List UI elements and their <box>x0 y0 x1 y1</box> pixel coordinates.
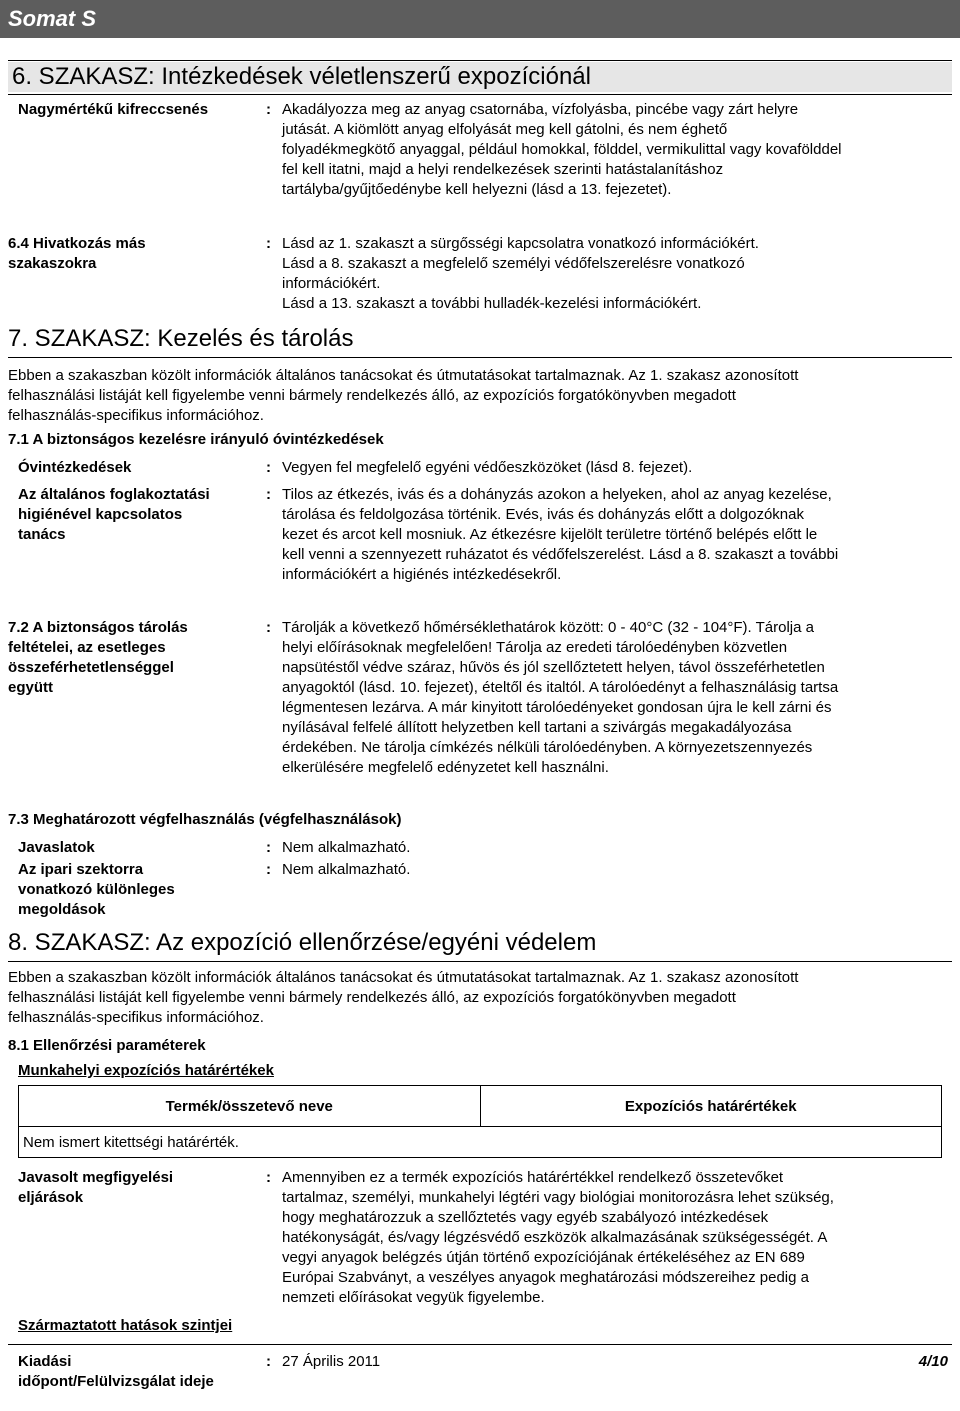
section-6-bottom-rule <box>8 94 952 95</box>
recommendations-label: Javaslatok <box>18 839 95 856</box>
monitoring-text: Amennyiben ez a termék expozíciós határértékkel rendelkező összetevőket tartalmaz, személyi, munkahelyi légtéri vagy biológiai monitorozásra lehet szükség, hogy meghatározzuk a szellőztetés vagy egyéb szabályozó intézkedések hatékonyságát, és/vagy légzésvédő eszközök alkalmazásának szükségességét. A vegyi anyagok belégzés útján történő expozíciójának értékeléséhez az EN 689 Európai Szabványt, a veszélyes anyagok meghatározási módszereihez pedig a nemzeti előírásokat vegyük figyelembe. <box>282 1169 834 1306</box>
industrial-label: Az ipari szektorra vonatkozó különleges megoldások <box>18 861 175 918</box>
document-header <box>0 0 960 38</box>
section-7-rule <box>8 357 952 358</box>
precautions-text: Vegyen fel megfelelő egyéni védőeszközöket (lásd 8. fejezet). <box>282 459 693 476</box>
colon: : <box>266 101 271 118</box>
table-cell: Nem ismert kitettségi határérték. <box>19 1127 942 1158</box>
section-7-intro: Ebben a szakaszban közölt információk általános tanácsokat és útmutatásokat tartalmaznak. Az 1. szakasz azonosított felhasználási listáját kell figyelembe venni bármely rendelkezés álló, az expozíciós forgatókönyvben megadott felhasználás-specifikus információhoz. <box>8 367 799 424</box>
precautions-label: Óvintézkedések <box>18 459 132 476</box>
page-number: 4/10 <box>918 1353 948 1370</box>
section-6-top-rule <box>8 60 952 61</box>
reference-text: Lásd az 1. szakaszt a sürgősségi kapcsolatra vonatkozó információkért. Lásd a 8. szakaszt a megfelelő személyi védőfelszerelésre vonatkozó információkért. Lásd a 13. szakaszt a további hulladék-kezelési információkért. <box>282 235 759 312</box>
section-8-rule <box>8 961 952 962</box>
colon: : <box>266 235 271 252</box>
section-8-intro: Ebben a szakaszban közölt információk általános tanácsokat és útmutatásokat tartalmaznak. Az 1. szakasz azonosított felhasználási listáját kell figyelembe venni bármely rendelkezés álló, az expozíciós forgatókönyvben megadott felhasználás-specifikus információhoz. <box>8 969 799 1026</box>
storage-text: Tárolják a következő hőmérséklethatárok között: 0 - 40°C (32 - 104°F). Tárolja a helyi előírásoknak megfelelően! Tárolja az eredeti tárolóedényben közvetlen napsütéstől védve száraz, hűvös és jól szellőztetett helyen, távol összeférhetetlen anyagoktól (lásd. 10. fejezet), ételtől és italtól. A tárolóedényt a felhasználásig tartsa légmentesen lezárva. A már kinyitott tárolóedényeket gondosan újra le kell zárni és nyílásával felfelé állított helyzetben kell tartani a szivárgás megakadályozása érdekében. Ne tárolja címkézés nélküli tárolóedényben. A környezetszennyezés elkerülésére megfelelő edényzetet kell használni. <box>282 619 839 776</box>
monitoring-label: Javasolt megfigyelési eljárások <box>18 1169 174 1206</box>
section-6-title: 6. SZAKASZ: Intézkedések véletlenszerű expozíciónál <box>8 62 952 92</box>
section-8-title: 8. SZAKASZ: Az expozíció ellenőrzése/egyéni védelem <box>8 929 597 956</box>
subsection-7-3-title: 7.3 Meghatározott végfelhasználás (végfelhasználások) <box>8 811 402 828</box>
table-header-cell: Expozíciós határértékek <box>480 1086 942 1127</box>
colon: : <box>266 839 271 856</box>
table-header-row <box>19 1086 942 1127</box>
storage-label: 7.2 A biztonságos tárolás feltételei, az esetleges összeférhetetlenséggel együtt <box>8 619 188 696</box>
hygiene-text: Tilos az étkezés, ivás és a dohányzás azokon a helyeken, ahol az anyag kezelése, tárolása és feldolgozása történik. Evés, ivás és dohányzás előtt a dolgozóknak kezet és arcot kell mosniuk. Az étkezésre kijelölt területre történő belépés előtt le kell venni a szennyezett ruházatot és védőfelszerelést. Lásd a 8. szakaszt a további információkért a higiénés intézkedésekről. <box>282 486 839 583</box>
large-spill-label: Nagymértékű kifreccsenés <box>18 101 209 118</box>
workplace-limits-heading: Munkahelyi expozíciós határértékek <box>18 1062 274 1079</box>
industrial-value: Nem alkalmazható. <box>282 861 411 878</box>
colon: : <box>266 486 271 503</box>
product-name: Somat S <box>8 6 97 31</box>
table-row <box>19 1127 942 1158</box>
colon: : <box>266 861 271 878</box>
subsection-7-1-title: 7.1 A biztonságos kezelésre irányuló óvintézkedések <box>8 431 384 448</box>
hygiene-label: Az általános foglakoztatási higiénével kapcsolatos tanács <box>18 486 210 543</box>
colon: : <box>266 1169 271 1186</box>
derived-levels-heading: Származtatott hatások szintjei <box>18 1317 233 1334</box>
issue-date-value: 27 Április 2011 <box>282 1353 381 1370</box>
issue-date-label: Kiadási időpont/Felülvizsgálat ideje <box>18 1353 214 1390</box>
section-7-title: 7. SZAKASZ: Kezelés és tárolás <box>8 325 354 352</box>
colon: : <box>266 459 271 476</box>
colon: : <box>266 1353 271 1370</box>
table-header-cell: Termék/összetevő neve <box>19 1086 481 1127</box>
exposure-limits-table <box>18 1085 942 1158</box>
large-spill-text: Akadályozza meg az anyag csatornába, vízfolyásba, pincébe vagy zárt helyre jutását. A kiömlött anyag elfolyását meg kell gátolni, és nem éghető folyadékmegkötő anyaggal, például homokkal, földdel, vermikulittal vagy kovafölddel fel kell itatni, majd a helyi rendelkezések szerinti hatástalanításhoz tartályba/gyűjtőedénybe kell helyezni (lásd a 13. fejezetet). <box>282 101 842 198</box>
reference-label: 6.4 Hivatkozás más szakaszokra <box>8 235 146 272</box>
footer-rule <box>8 1344 952 1345</box>
subsection-8-1-title: 8.1 Ellenőrzési paraméterek <box>8 1037 206 1054</box>
recommendations-value: Nem alkalmazható. <box>282 839 411 856</box>
colon: : <box>266 619 271 636</box>
